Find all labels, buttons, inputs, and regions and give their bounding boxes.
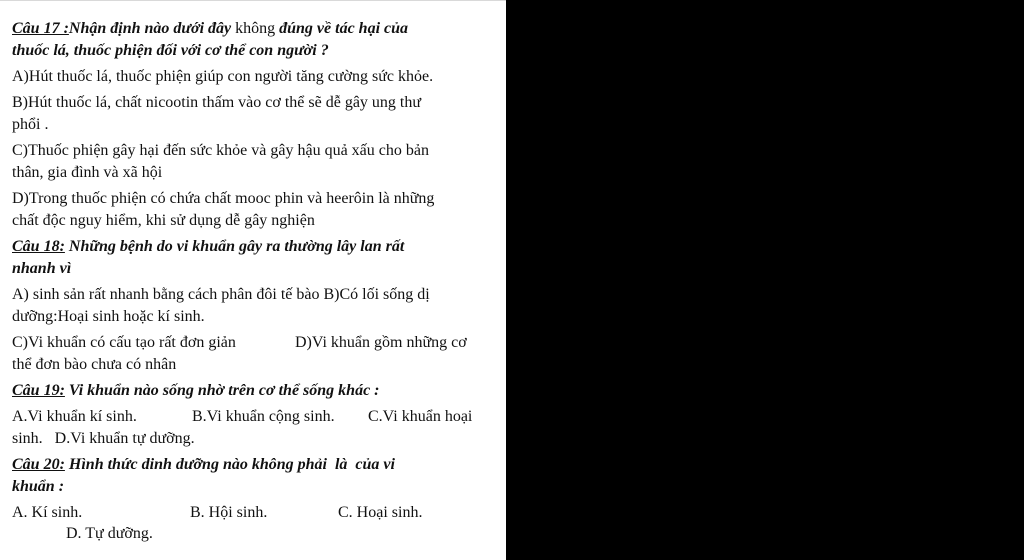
question-18-text: Những bệnh do vi khuẩn gây ra thường lây lan rất bbox=[64, 238, 405, 255]
question-20-text: Hình thức dinh dưỡng nào không phải là của vi bbox=[64, 456, 395, 473]
question-18-option-c: C)Vi khuẩn có cấu tạo rất đơn giản bbox=[12, 334, 236, 351]
question-20-heading-line2: khuẩn : bbox=[12, 478, 65, 495]
question-18-heading bbox=[12, 237, 404, 257]
question-17-text-a: Nhận định nào dưới đây bbox=[68, 20, 232, 37]
question-18-heading-line2: nhanh vì bbox=[12, 260, 72, 277]
question-18-option-d: D)Vi khuẩn gồm những cơ bbox=[295, 334, 467, 351]
question-19-text: Vi khuẩn nào sống nhờ trên cơ thể sống khác : bbox=[64, 382, 380, 399]
question-20-option-a: A. Kí sinh. bbox=[12, 504, 83, 521]
question-17-option-a: A)Hút thuốc lá, thuốc phiện giúp con người tăng cường sức khỏe. bbox=[12, 68, 434, 85]
question-17-text-c: đúng về tác hại của bbox=[279, 20, 409, 37]
question-17-option-b-cont: phổi . bbox=[12, 116, 49, 133]
question-17-heading-line2: thuốc lá, thuốc phiện đối với cơ thể con người ? bbox=[12, 42, 329, 59]
question-19-option-c: C.Vi khuẩn hoại bbox=[368, 408, 473, 425]
question-20-option-d: D. Tự dưỡng. bbox=[66, 525, 153, 542]
question-19-option-d: sinh. D.Vi khuẩn tự dưỡng. bbox=[12, 430, 195, 447]
document-page bbox=[0, 0, 506, 560]
question-20-heading bbox=[12, 455, 395, 475]
question-20-option-b: B. Hội sinh. bbox=[190, 504, 268, 521]
question-19-heading bbox=[12, 381, 380, 401]
question-19-option-b: B.Vi khuẩn cộng sinh. bbox=[192, 408, 335, 425]
question-18-option-ab: A) sinh sản rất nhanh bằng cách phân đôi tế bào B)Có lối sống dị bbox=[12, 286, 430, 303]
question-17-option-d-cont: chất độc nguy hiểm, khi sử dụng dễ gây nghiện bbox=[12, 212, 315, 229]
question-17-option-c: C)Thuốc phiện gây hại đến sức khỏe và gây hậu quả xấu cho bản bbox=[12, 142, 429, 159]
black-background-area bbox=[506, 0, 1024, 560]
question-17-option-b: B)Hút thuốc lá, chất nicootin thấm vào cơ thể sẽ dễ gây ung thư bbox=[12, 94, 422, 111]
question-17-text-b: không bbox=[231, 20, 280, 37]
question-19-number: Câu 19: bbox=[12, 382, 65, 399]
question-18-option-b-cont: dưỡng:Hoại sinh hoặc kí sinh. bbox=[12, 308, 205, 325]
question-17-heading bbox=[12, 19, 408, 39]
question-17-number: Câu 17 : bbox=[12, 20, 69, 37]
question-17-option-c-cont: thân, gia đình và xã hội bbox=[12, 164, 163, 181]
question-20-number: Câu 20: bbox=[12, 456, 65, 473]
question-18-option-d-cont: thể đơn bào chưa có nhân bbox=[12, 356, 177, 373]
question-19-option-a: A.Vi khuẩn kí sinh. bbox=[12, 408, 137, 425]
question-20-option-c: C. Hoại sinh. bbox=[338, 504, 423, 521]
question-18-number: Câu 18: bbox=[12, 238, 65, 255]
question-17-option-d: D)Trong thuốc phiện có chứa chất mooc phin và heerôin là những bbox=[12, 190, 435, 207]
